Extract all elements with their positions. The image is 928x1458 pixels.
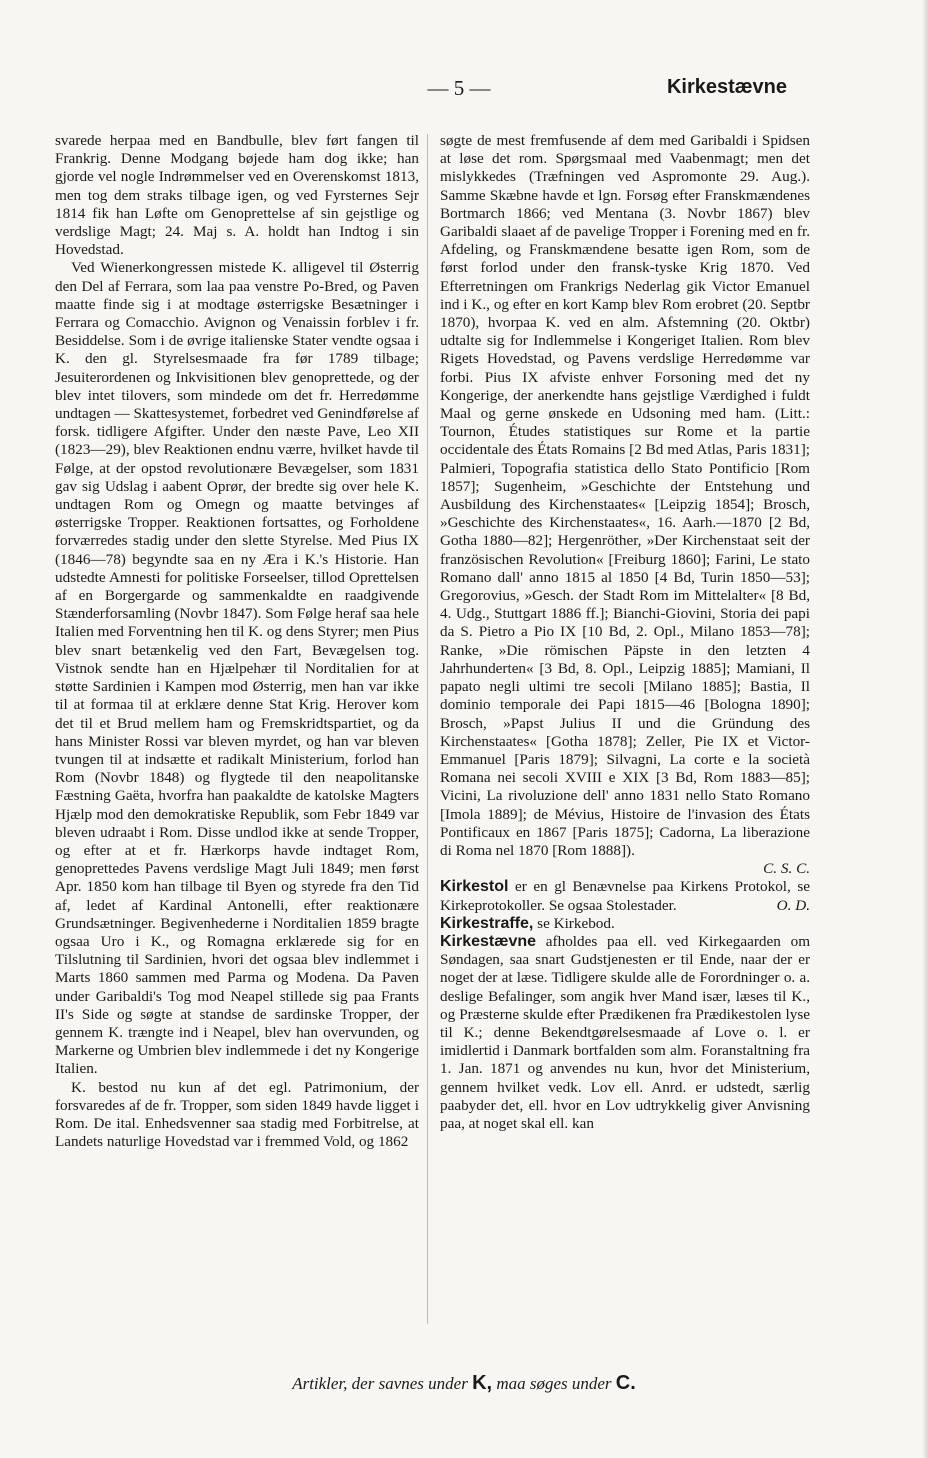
footer-text: Artikler, der savnes under xyxy=(292,1374,468,1393)
entry-kirkestaevne xyxy=(440,933,810,1133)
entry-headword: Kirkestraffe, xyxy=(440,914,534,932)
author-signature: C. S. C. xyxy=(763,860,810,878)
page-number: — 5 — xyxy=(427,76,491,100)
entry-text: afholdes paa ell. ved Kirkegaarden om Søndagen, saa snart Gudstjenesten er til Ende, naar der er noget der at læse. Tidligere skulde alle de Forordninger o. a. deslige Befalinger, som angik hver Mand især, læses til K., og Præsterne skulde efter Prædikenen fra Prædikestolen lyse til K.; denne Bekendtgørelsesmaade af Love o. l. er imidlertid i Danmark bortfalden som alm. Foranstaltning fra 1. Jan. 1871 og anvendes nu kun, hvor det Ministerium, gennem hvilket vedk. Lov ell. Anrd. er udstedt, særlig paabyder det, ell. hvor en Lov udtrykkelig giver Anvisning paa, at noget skal ell. kan xyxy=(440,932,811,1132)
page-footer-note xyxy=(0,1372,928,1395)
column-divider xyxy=(427,134,428,1324)
footer-letter-c: C. xyxy=(615,1372,636,1394)
paragraph: K. bestod nu kun af det egl. Patrimonium, der forsvaredes af de fr. Tropper, som siden 1849 havde ligget i Rom. De ital. Enhedsvenner saa stadig med Forbitrelse, at Landets naturlige Hovedstad var i fremmed Vold, og 1862 xyxy=(55,1078,419,1151)
footer-letter-k: K, xyxy=(472,1372,493,1394)
footer-text: maa søges under xyxy=(496,1374,612,1393)
running-head: Kirkestævne xyxy=(666,76,787,98)
paragraph: søgte de mest fremfusende af dem med Garibaldi i Spidsen at løse det rom. Spørgsmaal med Vaabenmagt; men det mislykkedes (Træfningen ved Aspromonte 29. Aug.). Samme Skæbne havde et lgn. Forsøg efter Franskmændenes Bortmarch 1866; ved Mentana (3. Novbr 1867) blev Garibaldi slaaet af de pavelige Tropper i Forening med en fr. Afdeling, og Franskmændene besatte igen Rom, som de først forlod under den fransk-tyske Krig 1870. Ved Efterretningen om Frankrigs Nederlag gik Victor Emanuel ind i K., og efter en kort Kamp blev Rom erobret (20. Septbr 1870), hvorpaa K. ved en alm. Afstemning (20. Oktbr) udtalte sig for Indlemmelse i Kongeriget Italien. Rom blev Rigets Hovedstad, og Pavens verdslige Herredømme var forbi. Pius IX afviste enhver Forsoning med det ny Kongerige, der anerkendte hans gejstlige Værdighed i fuldt Maal og gerne ønskede en Udsoning med ham. (Litt.: Tournon, Études statistiques sur Rome et la partie occidentale des États Romains [2 Bd med Atlas, Paris 1831]; Palmieri, Topografia statistica dello Stato Pontificio [Rom 1857]; Sugenheim, »Geschichte der Entstehung und Ausbildung des Kirchenstaates« [Leipzig 1854]; Brosch, »Geschichte des Kirchenstaates«, 16. Aarh.—1870 [2 Bd, Gotha 1880—82]; Hergenröther, »Der Kirchenstaat seit der französischen Revolution« [Freiburg 1860]; Farini, Le stato Romano dall' anno 1815 al 1850 [4 Bd, Turin 1850—53]; Gregorovius, »Gesch. der Stadt Rom im Mittelalter« [8 Bd, 4. Udg., Stuttgart 1886 ff.]; Bianchi-Giovini, Storia dei papi da S. Pietro a Pio IX [10 Bd, 2. Opl., Milano 1853—78]; Ranke, »Die römischen Päpste in den letzten 4 Jahrhunderten« [3 Bd, 8. Opl., Leipzig 1885]; Mamiani, Il papato negli ultimi tre secoli [Milano 1885]; Bastia, Il dominio temporale dei Papi 1815—46 [Bologna 1890]; Brosch, »Papst Julius II und die Gründung des Kirchenstaates« [Gotha 1878]; Zeller, Pie IX et Victor-Emmanuel [Paris 1879]; Silvagni, La corte e la società Romana nei secoli XVIII e XIX [3 Bd, Rom 1883—85]; Vicini, La rivoluzione dell' anno 1831 nello Stato Romano [Imola 1889]; de Mévius, Histoire de l'invasion des États Pontificaux en 1867 [Paris 1875]; Cadorna, La liberazione di Roma nel 1870 [Rom 1888]). xyxy=(440,132,810,859)
left-column xyxy=(55,132,419,1151)
page-header xyxy=(52,76,787,104)
author-signature: O. D. xyxy=(776,896,810,914)
entry-text: er en gl Benævnelse paa Kirkens Protokol, se Kirkeprotokoller. Se ogsaa Stolestader. xyxy=(440,878,810,914)
entry-kirkestol xyxy=(440,878,810,914)
entry-kirkestraffe xyxy=(440,915,810,933)
page-edge-shadow xyxy=(922,0,928,1458)
paragraph: Ved Wienerkongressen mistede K. alligevel til Østerrig den Del af Ferrara, som laa paa venstre Po-Bred, og Paven maatte finde sig i at modtage østerrigske Besætninger i Ferrara og Comacchio. Avignon og Venaissin forblev i fr. Besiddelse. Som i de øvrige italienske Stater vendte ogsaa i K. den gl. Styrelsesmaade fra før 1789 tilbage; Jesuiterordenen og Inkvisitionen blev genoprettede, og der blev intet tilovers, som mindede om det fr. Herredømme undtagen — Skattesystemet, forbedret ved Genindførelse af forsk. tidligere Afgifter. Under den næste Pave, Leo XII (1823—29), blev Reaktionen endnu værre, hvilket havde til Følge, at der opstod revolutionære Bevægelser, som 1831 gav sig Udslag i aabent Oprør, der bredte sig over hele K. undtagen Rom og Omegn og maatte betvinges af østerrigske Tropper. Reaktionen fortsattes, og Forholdene forværredes stadig under den slette Styrelse. Med Pius IX (1846—78) begyndte saa en ny Æra i K.'s Historie. Han udstedte Amnesti for politiske Forseelser, tillod Oprettelsen af en Borgergarde og sammenkaldte en raadgivende Stænderforsamling (Novbr 1847). Som Følge heraf saa hele Italien med Forventning hen til K. og dens Styrer; men Pius blev snart betænkelig ved den Fart, Bevægelsen tog. Vistnok sendte han en Hjælpehær til Norditalien for at støtte Sardinien i Kampen mod Østerrig, men han var ikke til at formaa til at erklære denne Stat Krig. Herover kom det til et Brud mellem ham og Fremskridtspartiet, og da hans Minister Rossi var bleven myrdet, og han var bleven tvungen til at indsætte et radikalt Ministerium, forlod han Rom (Novbr 1848) og flygtede til den neapolitanske Fæstning Gaëta, hvorfra han paakaldte de katolske Magters Hjælp mod den demokratiske Republik, som Febr 1849 var bleven udraabt i Rom. Disse undlod ikke at sende Tropper, og efter at et fr. Hærkorps havde indtaget Rom, genoprettedes Pavens verdslige Magt Juli 1849; men først Apr. 1850 kom han tilbage til Byen og styrede fra den Tid af, ledet af Kardinal Antonelli, efter reaktionære Grundsætninger. Begivenhederne i Norditalien 1859 bragte ogsaa Uro i K., og Romagna erklærede sig for en Tilslutning til Sardinien, hvori det ogsaa blev indlemmet i Marts 1860 sammen med Parma og Modena. Da Paven under Garibaldi's Tog mod Neapel stillede sig paa Frants II's Side og søgte at standse de sardinske Tropper, der gennem K. trængte ind i Neapel, blev han overvunden, og Markerne og Umbrien blev indlemmede i det ny Kongerige Italien. xyxy=(55,259,419,1078)
entry-headword: Kirkestol xyxy=(440,878,509,896)
entry-headword: Kirkestævne xyxy=(440,932,537,950)
entry-text: se Kirkebod. xyxy=(537,914,615,932)
right-column xyxy=(440,132,810,1133)
paragraph: svarede herpaa med en Bandbulle, blev ført fangen til Frankrig. Denne Modgang bøjede ham dog ikke; han gjorde vel nogle Indrømmelser ved en Overenskomst 1813, men tog dem straks tilbage igen, og ved Fyrsternes Sejr 1814 fik han Løfte om Genoprettelse af sin gejstlige og verdslige Magt; 24. Maj s. A. holdt han Indtog i sin Hovedstad. xyxy=(55,132,419,259)
